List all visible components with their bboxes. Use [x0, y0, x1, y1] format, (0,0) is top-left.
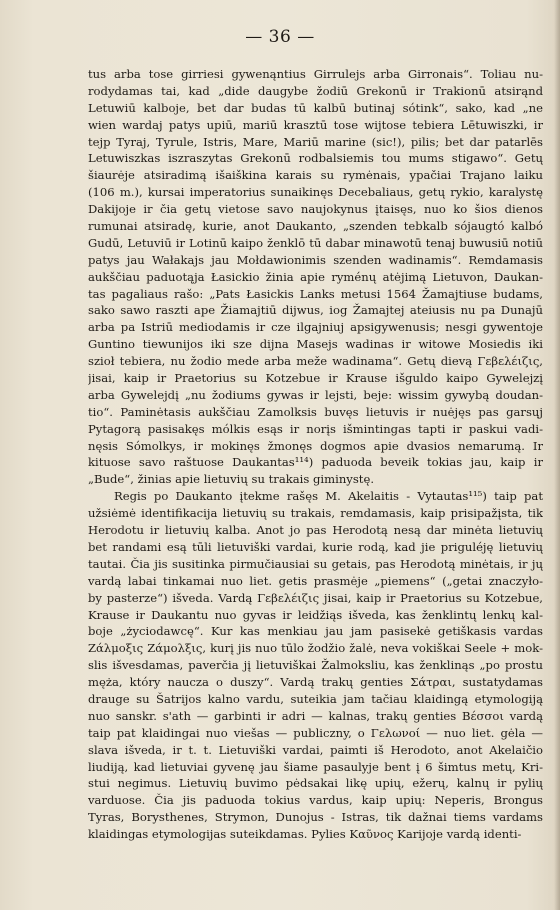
text-line: sako sawo raszti ape Žiamajtiū dijwus, iog Žamajtej ateiusis nu pa Dunajū — [88, 303, 543, 318]
text-line: klaidingas etymologijas suteikdamas. Pylies Καῦνος Karijoje vardą identi- — [88, 827, 522, 842]
text-line: taip pat klaidingai nuo viešas — publiczny, o Γελωνοί — nuo liet. gėla — — [88, 725, 543, 740]
text-line: kituose savo raštuose Daukantas¹¹⁴) paduoda beveik tokias jau, kaip ir — [88, 455, 543, 470]
paragraph-2 — [88, 488, 543, 843]
text-line: boje „życiodawcę“. Kur kas menkiau jau jam pasisekė getiškasis vardas — [88, 624, 543, 639]
text-line: užsiėmė identifikacija lietuvių su trakais, remdamasis, kaip prisipažįsta, tik — [88, 506, 543, 521]
text-line: tautai. Čia jis susitinka pirmučiausiai su getais, pas Herodotą minėtais, ir jų — [88, 556, 543, 571]
text-line: tus arba tose girriesi gywenąntius Girrulejs arba Girronais“. Toliau nu- — [88, 67, 543, 81]
text-line: „Bude“, žinias apie lietuvių su trakais giminystę. — [88, 472, 375, 487]
text-line: Letuwiszkas iszraszytas Grekonū rodbalsiemis tou mums stigawo“. Getų — [88, 151, 543, 166]
text-line: Krause ir Daukantu nuo gyvas ir leidžiąs išveda, kas ženklintų lenkų kal- — [88, 607, 543, 622]
text-line: bet randami esą tūli lietuviški vardai, kurie rodą, kad jie priguléję lietuvių — [88, 539, 543, 554]
text-line: šiaurėje atsiradimą išaiškina karais su rymėnais, ypačiai Trajano laiku — [88, 168, 543, 183]
text-line: drauge su Šatrijos kalno vardu, suteikia jam tačiau klaidingą etymologiją — [88, 691, 543, 706]
text-line: (106 m.), kursai imperatorius sunaikinęs Decebaliaus, getų rykio, karalystę — [88, 185, 543, 200]
body-text — [88, 66, 543, 843]
text-line: Herodotu ir lietuvių kalba. Anot jo pas Herodotą nesą dar minėta lietuvių — [88, 523, 543, 538]
text-line: nuo sanskr. s'ath — garbinti ir adri — kalnas, trakų genties Βέσσοι vardą — [88, 708, 543, 723]
page-number: — 36 — — [245, 27, 315, 47]
text-line: rodydamas tai, kad „dide daugybe žodiū Grekonū ir Trakionū atsirąnd — [88, 83, 543, 98]
text-line: varduose. Čia jis paduoda tokius vardus, kaip upių: Neperis, Brongus — [88, 793, 543, 808]
text-line: vardą labai tinkamai nuo liet. getis prasmėje „piemens“ („getai znaczyło- — [88, 573, 543, 588]
text-line: jisai, kaip ir Praetorius su Kotzebue ir Krause išguldo kaipo Gywelejzį — [88, 371, 543, 386]
text-line: Guntino tiewunijos iki sze dijna Masejs wadinas ir witowe Mosiedis iki — [88, 337, 543, 352]
text-line: slis išvesdamas, paverčia jį lietuviškai Žalmoksliu, kas ženklinąs „po prostu — [88, 658, 543, 673]
text-line: arba pa Istriū mediodamis ir cze ilgajniuj apsigywenusis; nesgi gywentoje — [88, 320, 543, 335]
text-line: Ζάλμοξις Ζάμολξις, kurį jis nuo tūlo žodžio žalė, neva vokiškai Seele + mok- — [88, 641, 543, 656]
text-line: szioł tebiera, nu žodio mede arba meže wadinama“. Getų dievą Γεβελέιζις, — [88, 354, 543, 369]
text-line: tas pagaliaus rašo: „Pats Łasickis Lanks metusi 1564 Žamajtiuse budams, — [88, 286, 543, 301]
text-line: Dakijoje ir čia getų vietose savo naujokynus įtaisęs, nuo ko šios dienos — [88, 202, 543, 217]
page-edge-shadow — [554, 0, 560, 910]
text-line: Tyras, Borysthenes, Strymon, Dunojus - Istras, tik dažnai tiems vardams — [88, 810, 543, 825]
text-line: arba Gywelejdį „nu žodiums gywas ir lejsti, beje: wissim gywybą doudan- — [88, 387, 543, 402]
text-line: Gudū, Letuviū ir Lotinū kaipo ženklō tū dabar minawotū tenaj buwusiū notiū — [88, 235, 543, 250]
text-line: nęsis Sómolkys, ir mokinęs žmonęs dogmos apie dvasios nemarumą. Ir — [88, 438, 543, 453]
text-line: tio“. Paminėtasis aukščiau Zamolksis buvęs lietuvis ir nuėjęs pas garsųj — [88, 404, 543, 419]
text-line: wien wardaj patys upiū, mariū krasztū tose wijtose tebiera Lētuwiszki, ir — [88, 117, 543, 132]
text-line: Pytagorą pasisakęs mólkis esąs ir norįs išmintingas tapti ir paskui vadi- — [88, 421, 543, 436]
text-line: Letuwiū kalboje, bet dar budas tū kalbū butinaj sótink“, sako, kad „ne — [88, 100, 543, 115]
text-line: tejp Tyraj, Tyrule, Istris, Mare, Mariū marine (sic!), pilis; bet dar patarlēs — [88, 134, 543, 149]
text-line: Regis po Daukanto įtekme rašęs M. Akelaitis - Vytautas¹¹⁵) taip pat — [114, 489, 543, 504]
text-line: slava išveda, ir t. t. Lietuviški vardai, paimti iš Herodoto, anot Akelaičio — [88, 742, 543, 757]
text-line: aukščiau paduotąja Łasickio žinia apie ryménų atėjimą Lietuvon, Daukan- — [88, 269, 543, 284]
text-line: patys jau Wałakajs jau Mołdawionimis szenden wadinamis“. Remdamasis — [88, 252, 543, 267]
text-line: męża, który naucza o duszy“. Vardą trakų genties Σάτραι, sustatydamas — [88, 675, 543, 690]
text-line: stui negimus. Lietuvių buvimo pėdsakai likę upių, ežerų, kalnų ir pylių — [88, 776, 543, 791]
text-line: by pasterze“) išveda. Vardą Γεβελέιζις jisai, kaip ir Praetorius su Kotzebue, — [88, 590, 543, 605]
text-line: rumunai atsiradę, kurie, anot Daukanto, „szenden tebkalb sójaugtó kalbó — [88, 219, 543, 234]
text-line: liudiją, kad lietuviai gyvenę jau šiame pasaulyje bent į 6 šimtus metų, Kri- — [88, 759, 543, 774]
paragraph-1 — [88, 66, 543, 488]
